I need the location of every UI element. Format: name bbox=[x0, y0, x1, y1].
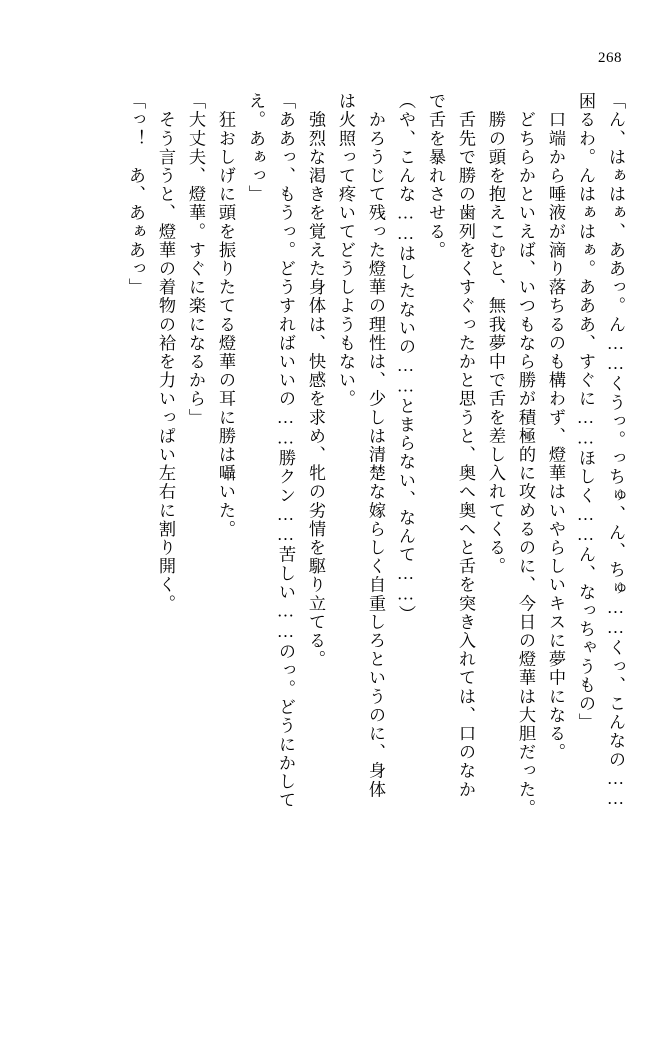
text-column: 狂おしげに頭を振りたてる燈華の耳に勝は囁いた。 bbox=[216, 92, 235, 539]
text-column: え。あぁっ」 bbox=[246, 92, 265, 204]
text-column: 「ん、はぁはぁ、ああっ。ん……くうっ。っちゅ、ん、ちゅ……くっ、こんなの…… bbox=[606, 92, 625, 810]
text-column: 口端から唾液が滴り落ちるのも構わず、燈華はいやらしいキスに夢中になる。 bbox=[546, 92, 565, 762]
text-column: 困るわ。んはぁはぁ。あああ、すぐに……ほしく……ん、なっちゃうもの」 bbox=[576, 92, 595, 732]
text-column: で舌を暴れさせる。 bbox=[426, 92, 445, 260]
vertical-text-block bbox=[40, 92, 624, 1010]
text-column: （や、こんな……はしたないの……とまらない、なんて……） bbox=[396, 92, 415, 624]
text-column: かろうじて残った燈華の理性は、少しは清楚な嫁らしく自重しろというのに、身体 bbox=[366, 92, 385, 799]
text-column: 舌先で勝の歯列をくすぐったかと思うと、奥へ奥へと舌を突き入れては、口のなか bbox=[456, 92, 475, 799]
text-column: 「大丈夫、燈華。すぐに楽になるから」 bbox=[186, 92, 205, 427]
page-number: 268 bbox=[598, 50, 622, 66]
text-column: そう言うと、燈華の着物の袷を力いっぱい左右に割り開く。 bbox=[156, 92, 175, 613]
text-column: どちらかといえば、いつもなら勝が積極的に攻めるのに、今日の燈華は大胆だった。 bbox=[516, 92, 535, 818]
text-column: は火照って疼いてどうしようもない。 bbox=[336, 92, 355, 409]
text-column: 「っ！ あ、あぁあっ」 bbox=[126, 92, 145, 297]
text-column: 「ああっ、もうっ。どうすればいいの……勝クン……苦しい……のっ。どうにかして bbox=[276, 92, 295, 810]
text-column: 強烈な渇きを覚えた身体は、快感を求め、牝の劣情を駆り立てる。 bbox=[306, 92, 325, 669]
text-column: 勝の頭を抱えこむと、無我夢中で舌を差し入れてくる。 bbox=[486, 92, 505, 576]
